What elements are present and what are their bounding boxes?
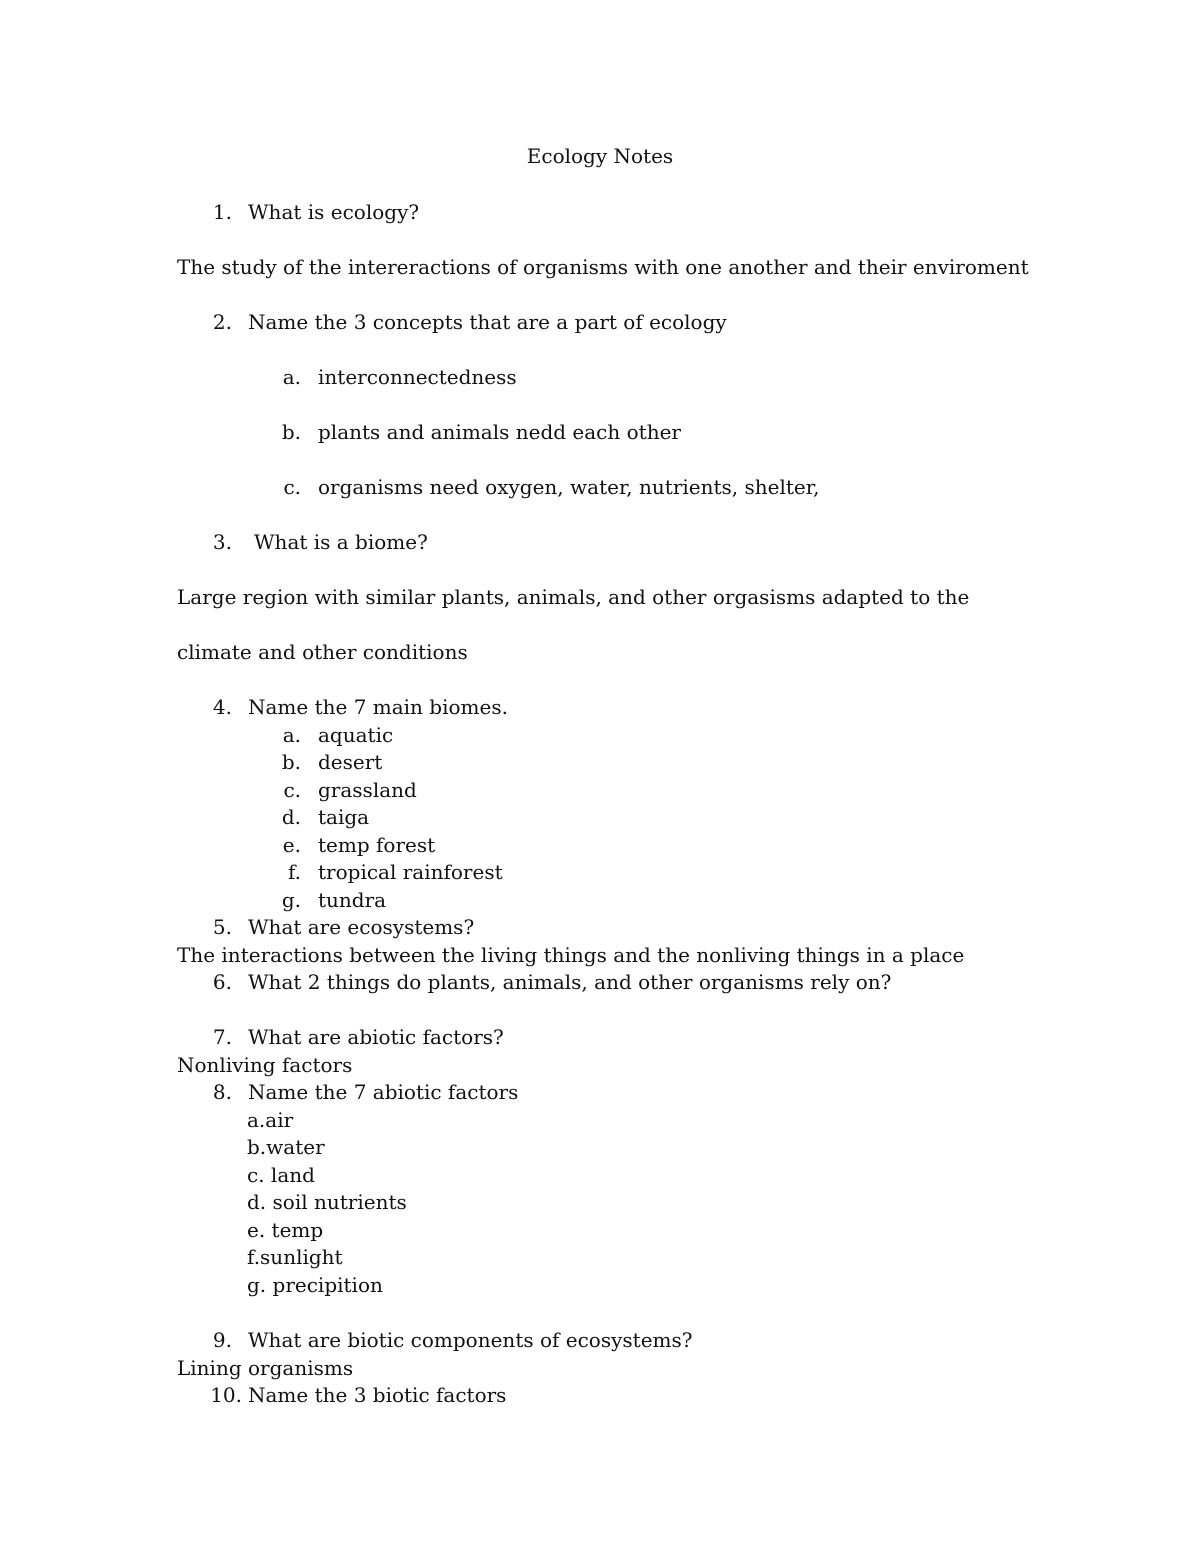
answer-5: The interactions between the living things and the nonliving things in a place (177, 943, 965, 967)
list-item: a.air (247, 1108, 294, 1132)
question-number: 3. (212, 530, 232, 554)
question-text: What are ecosystems? (248, 915, 475, 939)
list-marker: d. (281, 805, 301, 829)
question-number: 9. (212, 1328, 232, 1352)
list-text: temp forest (318, 833, 436, 857)
list-text: organisms need oxygen, water, nutrients, shelter, (318, 475, 820, 499)
list-marker: a. (282, 365, 301, 389)
list-marker: c. (283, 475, 301, 499)
question-number: 2. (212, 310, 232, 334)
answer-1: The study of the intereractions of organisms with one another and their enviroment (177, 255, 1029, 279)
list-text: interconnectedness (318, 365, 517, 389)
question-text: Name the 3 biotic factors (248, 1383, 507, 1407)
question-number: 1. (212, 200, 232, 224)
question-number: 5. (212, 915, 232, 939)
answer-7: Nonliving factors (177, 1053, 353, 1077)
list-item: d. soil nutrients (247, 1190, 407, 1214)
question-number: 4. (212, 695, 232, 719)
question-text: What is ecology? (248, 200, 420, 224)
question-text: Name the 7 abiotic factors (248, 1080, 519, 1104)
list-text: grassland (318, 778, 417, 802)
question-text: What are abiotic factors? (248, 1025, 504, 1049)
list-marker: c. (283, 778, 301, 802)
document-title: Ecology Notes (526, 144, 674, 168)
list-marker: a. (282, 723, 301, 747)
question-text: Name the 7 main biomes. (248, 695, 508, 719)
question-text: Name the 3 concepts that are a part of ecology (248, 310, 727, 334)
list-marker: f. (287, 860, 301, 884)
list-marker: e. (282, 833, 301, 857)
list-text: tundra (318, 888, 387, 912)
list-item: g. precipition (247, 1273, 383, 1297)
list-text: desert (318, 750, 383, 774)
question-text: What 2 things do plants, animals, and other organisms rely on? (248, 970, 892, 994)
list-item: e. temp (247, 1218, 324, 1242)
list-item: f.sunlight (247, 1245, 343, 1269)
list-marker: b. (281, 750, 301, 774)
list-item: b.water (247, 1135, 325, 1159)
list-marker: g. (281, 888, 301, 912)
question-number: 7. (212, 1025, 232, 1049)
question-number: 6. (212, 970, 232, 994)
list-marker: b. (281, 420, 301, 444)
question-text: What are biotic components of ecosystems? (248, 1328, 693, 1352)
list-text: aquatic (318, 723, 394, 747)
answer-3-line-2: climate and other conditions (177, 640, 468, 664)
question-text: What is a biome? (254, 530, 428, 554)
list-text: tropical rainforest (318, 860, 503, 884)
question-number: 10. (210, 1383, 242, 1407)
question-number: 8. (212, 1080, 232, 1104)
answer-3-line-1: Large region with similar plants, animals, and other orgasisms adapted to the (177, 585, 970, 609)
list-text: taiga (318, 805, 370, 829)
list-text: plants and animals nedd each other (318, 420, 681, 444)
list-item: c. land (247, 1163, 315, 1187)
answer-9: Lining organisms (177, 1356, 354, 1380)
